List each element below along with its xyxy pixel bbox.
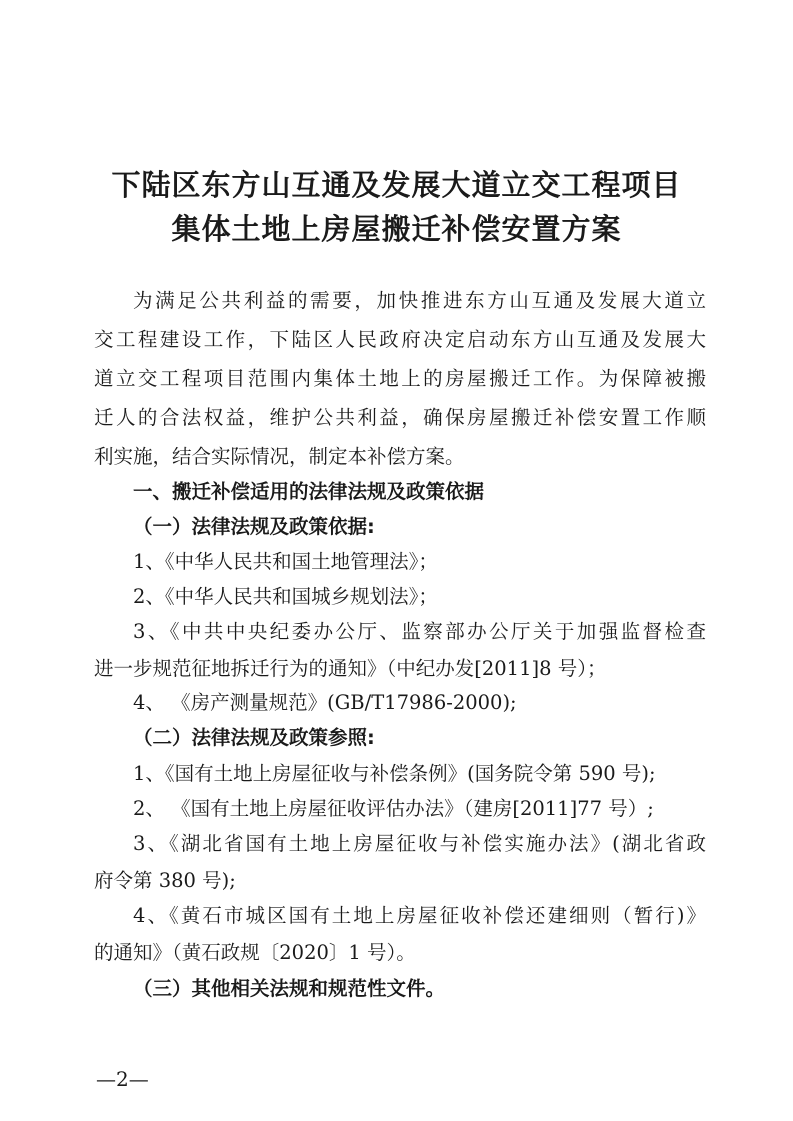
sub1-item-1: 1、《中华人民共和国土地管理法》；: [133, 550, 438, 573]
page-number: —2—: [96, 1067, 149, 1091]
sub2-item-4-line-1: 4、《黄石市城区国有土地上房屋征收补偿还建细则（暂行)》: [133, 904, 706, 927]
intro-line-5: 利实施，结合实际情况，制定本补偿方案。: [94, 445, 465, 468]
sub2-item-4-line-2: 的通知》（黄石政规〔2020〕1 号）。: [94, 941, 416, 964]
intro-line-3: 道立交工程项目范围内集体土地上的房屋搬迁工作。为保障被搬: [94, 367, 706, 390]
sub3-heading: （三）其他相关法规和规范性文件。: [133, 977, 446, 1000]
sub1-heading: （一）法律法规及政策依据:: [133, 515, 375, 538]
intro-line-2: 交工程建设工作，下陆区人民政府决定启动东方山互通及发展大: [94, 328, 706, 351]
sub1-item-4: 4、 《房产测量规范》(GB/T17986-2000);: [133, 691, 517, 714]
sub2-item-3-line-1: 3、《湖北省国有土地上房屋征收与补偿实施办法》(湖北省政: [133, 832, 706, 855]
sub1-item-3-line-1: 3、《中共中央纪委办公厅、监察部办公厅关于加强监督检查: [133, 620, 706, 643]
sub2-item-3-line-2: 府令第 380 号);: [94, 869, 236, 892]
intro-line-4: 迁人的合法权益，维护公共利益，确保房屋搬迁补偿安置工作顺: [94, 406, 706, 429]
document-title-line-2: 集体土地上房屋搬迁补偿安置方案: [171, 212, 622, 246]
section1-heading: 一、搬迁补偿适用的法律法规及政策依据: [133, 480, 485, 503]
sub1-item-2: 2、《中华人民共和国城乡规划法》；: [133, 585, 438, 608]
sub2-item-2: 2、 《国有土地上房屋征收评估办法》（建房[2011]77 号）;: [133, 797, 654, 820]
sub2-heading: （二）法律法规及政策参照:: [133, 726, 375, 749]
sub1-item-3-line-2: 进一步规范征地拆迁行为的通知》（中纪办发[2011]8 号）；: [94, 657, 607, 680]
intro-line-1: 为满足公共利益的需要，加快推进东方山互通及发展大道立: [133, 289, 706, 312]
sub2-item-1: 1、《国有土地上房屋征收与补偿条例》(国务院令第 590 号);: [133, 762, 656, 785]
document-title-line-1: 下陆区东方山互通及发展大道立交工程项目: [111, 168, 682, 202]
